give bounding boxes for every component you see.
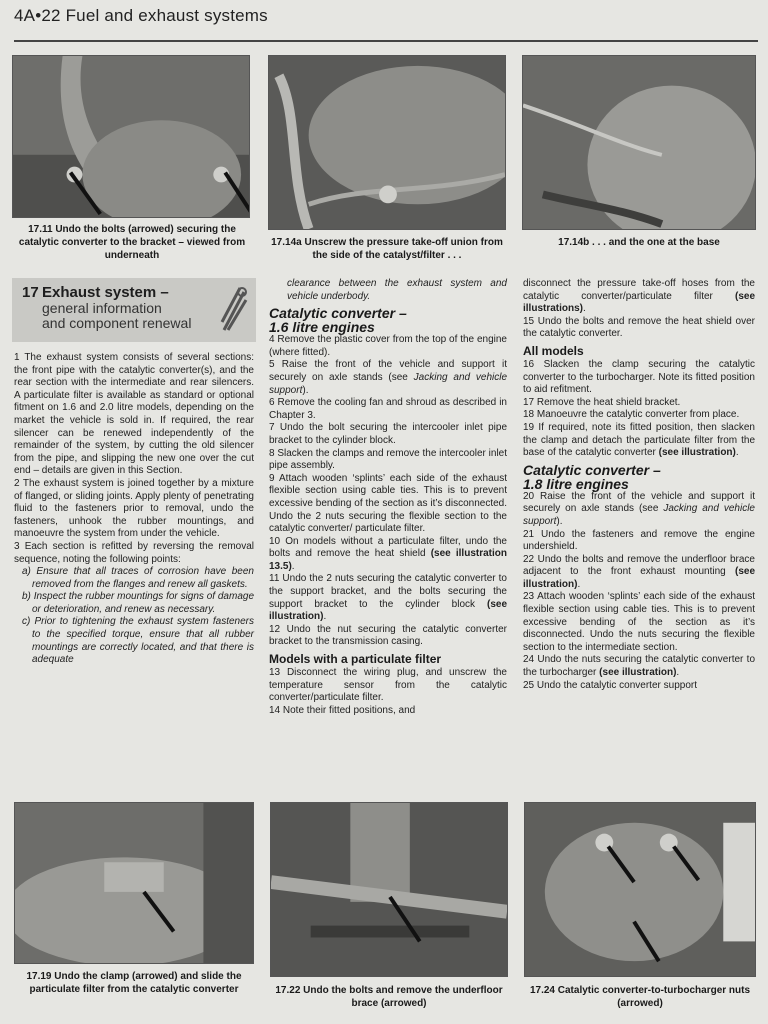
page-header [14, 6, 758, 42]
difficulty-spanner-icon [220, 286, 248, 334]
point-c: c) Prior to tightening the exhaust system fasteners to the specified torque, ensure that all rubber mountings are correctly located, and that there is adequate [22, 616, 254, 666]
point-c-continued: clearance between the exhaust system and vehicle underbody. [287, 278, 507, 302]
section-subtitle-2: and component renewal [42, 315, 192, 331]
paragraph-15: 15 Undo the bolts and remove the heat shield over the catalytic converter. [523, 315, 755, 340]
caption-17-11: 17.11 Undo the bolts (arrowed) securing the catalytic converter to the bracket – viewed from underneath [18, 224, 246, 261]
text-column-1 [14, 352, 254, 667]
paragraph-6: 6 Remove the cooling fan and shroud as described in Chapter 3. [269, 397, 507, 421]
paragraph-4: 4 Remove the plastic cover from the top of the engine (where fitted). [269, 334, 507, 358]
paragraph-7: 7 Undo the bolt securing the intercooler inlet pipe bracket to the cylinder block. [269, 422, 507, 446]
paragraph-25: 25 Undo the catalytic converter support [523, 679, 697, 691]
section-banner [12, 278, 256, 342]
photo-17-24 [524, 802, 756, 977]
heading-all-models: All models [523, 343, 584, 358]
photo-17-14b [522, 55, 756, 230]
section-title: Exhaust system – [42, 284, 169, 301]
caption-17-24: 17.24 Catalytic converter-to-turbocharger nuts (arrowed) [529, 985, 751, 1009]
paragraph-12: 12 Undo the nut securing the catalytic converter bracket to the transmission casing. [269, 623, 507, 648]
paragraph-1: 1 The exhaust system consists of several sections: the front pipe with the catalytic converter(s), and the rear section with the intermediate and rear silencers. A particulate filter is available as standard or optional fitment on 1.6 and 2.0 litre models, depending on the market the vehicle is sold in. If required, the rear silencer can be renewed independently of the remainder of the system, by cutting the old silencer from the pipe, and slipping the new one over the cut end – details are given in this Section. [14, 352, 254, 477]
paragraph-18: 18 Manoeuvre the catalytic converter from place. [523, 409, 740, 421]
paragraph-14: 14 Note their fitted positions, and [269, 704, 416, 716]
heading-cat-1-6-line2: 1.6 litre engines [269, 319, 375, 336]
caption-17-14a: 17.14a Unscrew the pressure take-off union from the side of the catalyst/filter . . . [271, 237, 503, 261]
paragraph-14-continued: disconnect the pressure take-off hoses from the catalytic converter/particulate filter (see illustrations). [523, 278, 755, 315]
paragraph-23: 23 Attach wooden ‘splints’ each side of the exhaust flexible section using cable ties. This is to prevent excessive bending of the section as it’s disconnected. Undo the nuts securing the flexible section to the intermediate section. [523, 591, 755, 653]
paragraph-9: 9 Attach wooden ‘splints’ each side of the exhaust flexible section using cable ties. This is to prevent excessive bending of the section as it’s disconnected. Undo the 2 nuts securing the flexible section to the catalytic converter/ particulate filter. [269, 472, 507, 535]
paragraph-11: 11 Undo the 2 nuts securing the catalytic converter to the support bracket, and the bolts securing the support bracket to the cylinder block (see illustration). [269, 573, 507, 623]
caption-17-19: 17.19 Undo the clamp (arrowed) and slide the particulate filter from the catalytic converter [26, 971, 242, 995]
heading-cat-1-8-line2: 1.8 litre engines [523, 475, 629, 492]
paragraph-21: 21 Undo the fasteners and remove the engine undershield. [523, 528, 755, 553]
section-subtitle-1: general information [42, 300, 162, 316]
paragraph-19: 19 If required, note its fitted position, then slacken the clamp and detach the particulate filter from the base of the catalytic converter (see illustration). [523, 421, 755, 459]
paragraph-22: 22 Undo the bolts and remove the underfloor brace adjacent to the front exhaust mounting (see illustration). [523, 553, 755, 590]
page-title: 4A•22 Fuel and exhaust systems [14, 6, 268, 25]
photo-17-22 [270, 802, 508, 977]
paragraph-16: 16 Slacken the clamp securing the catalytic converter to the turbocharger. Note its fitted position to aid refitment. [523, 358, 755, 396]
heading-cat-1-6-line1: Catalytic converter – [269, 305, 407, 322]
photo-17-11 [12, 55, 250, 218]
text-column-2 [269, 278, 507, 717]
text-column-3 [523, 278, 755, 692]
heading-cat-1-8-line1: Catalytic converter – [523, 461, 661, 478]
section-number: 17 [22, 284, 39, 301]
paragraph-24: 24 Undo the nuts securing the catalytic converter to the turbocharger (see illustration). [523, 654, 755, 679]
paragraph-13: 13 Disconnect the wiring plug, and unscrew the temperature sensor from the catalytic converter/particulate filter. [269, 667, 507, 704]
paragraph-3: 3 Each section is refitted by reversing the removal sequence, noting the following points: [14, 540, 254, 565]
paragraph-5: 5 Raise the front of the vehicle and support it securely on axle stands (see Jacking and vehicle support). [269, 359, 508, 396]
point-a: a) Ensure that all traces of corrosion have been removed from the flanges and renew all gaskets. [22, 566, 254, 590]
paragraph-8: 8 Slacken the clamps and remove the intercooler inlet pipe assembly. [269, 447, 507, 472]
photo-17-19 [14, 802, 254, 964]
paragraph-20: 20 Raise the front of the vehicle and support it securely on axle stands (see Jacking and vehicle support). [523, 490, 755, 527]
paragraph-2: 2 The exhaust system is joined together by a mixture of flanged, or sliding joints. Apply plenty of penetrating fluid to the fasteners prior to removal, undo the fasteners, unhook the rubber mountings, and manoeuvre the system from under the vehicle. [14, 477, 254, 540]
paragraph-10: 10 On models without a particulate filter, undo the bolts and remove the heat shield (see illustration 13.5). [269, 535, 507, 572]
point-b: b) Inspect the rubber mountings for signs of damage or deterioration, and renew as necessary. [22, 591, 254, 615]
photo-17-14a [268, 55, 506, 230]
header-divider [14, 40, 758, 42]
heading-particulate-models: Models with a particulate filter [269, 652, 442, 667]
caption-17-14b: 17.14b . . . and the one at the base [558, 237, 720, 248]
caption-17-22: 17.22 Undo the bolts and remove the underfloor brace (arrowed) [275, 985, 503, 1009]
paragraph-17: 17 Remove the heat shield bracket. [523, 396, 681, 408]
